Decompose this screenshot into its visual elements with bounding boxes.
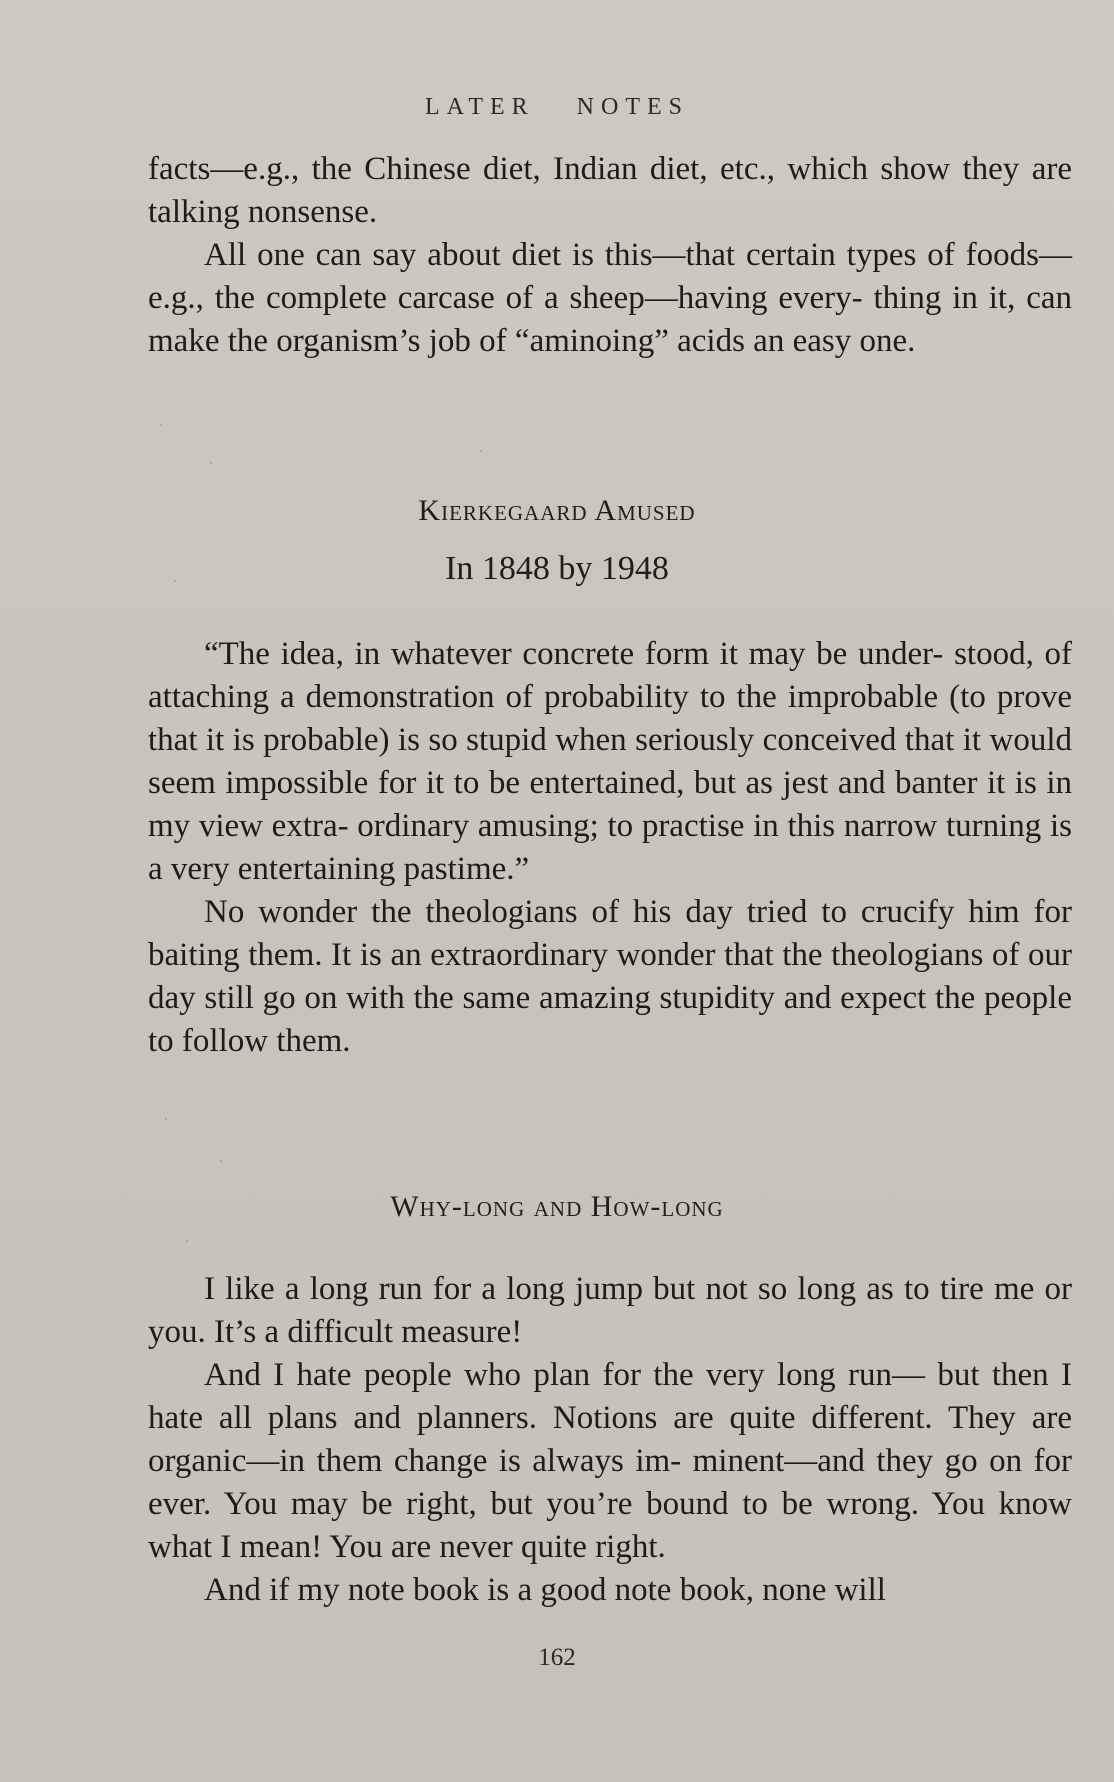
paper-speck	[186, 1240, 188, 1242]
paragraph-long-run: I like a long run for a long jump but not so long as to tire me or you. It’s a difficult measure!	[148, 1271, 1072, 1350]
paragraph-kierkegaard-quote: “The idea, in whatever concrete form it may be under- stood, of attaching a demonstration of probability to the improbable (to prove that it is probable) is so stupid when seriously conceived that it would seem impossible for it to be entertained, but as jest and banter it is in my view extra- ordinary amusing; to practise in this narrow turning is a very entertaining pastime.”	[148, 636, 1072, 887]
why-long-text-block	[148, 1268, 1072, 1612]
section-subheading-dates: In 1848 by 1948	[445, 550, 669, 587]
page-number: 162	[538, 1644, 576, 1671]
section-heading-kierkegaard: Kierkegaard Amused	[418, 494, 696, 527]
paper-speck	[165, 1118, 167, 1120]
running-head-right: NOTES	[576, 94, 689, 120]
continued-text-block	[148, 148, 1072, 363]
section-heading-why-long: Why-long and How-long	[390, 1190, 724, 1223]
paragraph-diet-facts: facts—e.g., the Chinese diet, Indian diet, etc., which show they are talking nonsense.	[148, 151, 1072, 230]
paper-speck	[210, 462, 212, 464]
paragraph-plans-planners: And I hate people who plan for the very long run— but then I hate all plans and planners. Notions are quite different. They are organic—in them change is always im- minent—and they go on for ever. You may be right, but you’re bound to be wrong. You know what I mean! You are never quite right.	[148, 1357, 1072, 1565]
paragraph-diet-summary: All one can say about diet is this—that certain types of foods—e.g., the complete carcase of a sheep—having every- thing in it, can make the organism’s job of “aminoing” acids an easy one.	[148, 237, 1072, 359]
paper-speck	[220, 1160, 222, 1162]
running-head-left: LATER	[424, 94, 535, 120]
running-head	[0, 94, 1114, 121]
kierkegaard-text-block	[148, 633, 1072, 1063]
paragraph-theologians: No wonder the theologians of his day tried to crucify him for baiting them. It is an extraordinary wonder that the theologians of our day still go on with the same amazing stupidity and expect the people to follow them.	[148, 894, 1072, 1059]
paper-speck	[174, 580, 176, 582]
paragraph-note-book: And if my note book is a good note book, none will	[204, 1572, 886, 1608]
paper-speck	[160, 424, 162, 426]
paper-speck	[480, 450, 482, 452]
